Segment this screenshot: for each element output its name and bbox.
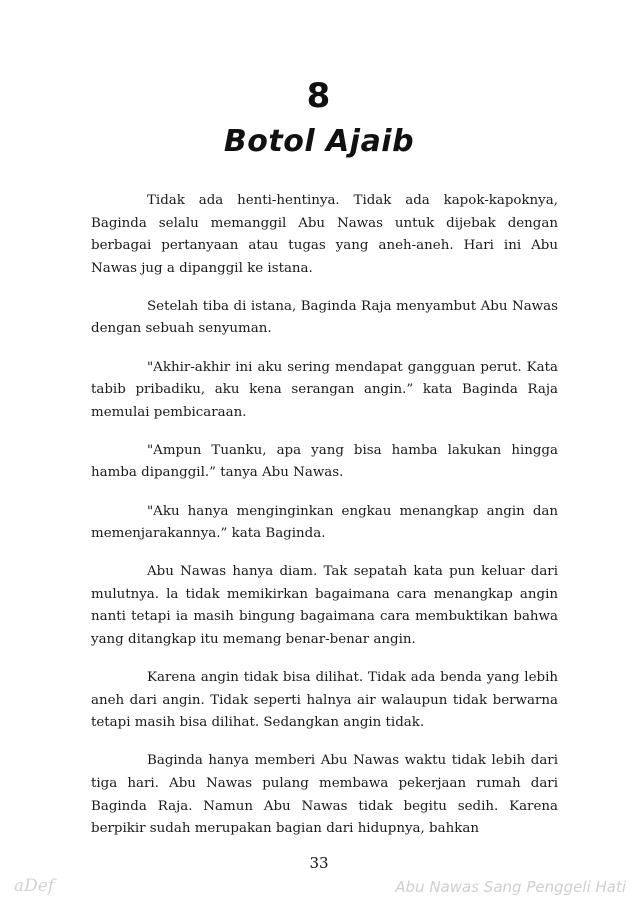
paragraph: "Akhir-akhir ini aku sering mendapat gangguan perut. Kata tabib pribadiku, aku kena serangan angin.” kata Baginda Raja memulai pembicaraan. [91, 359, 558, 420]
page-number: 33 [309, 854, 329, 872]
footer-book-title: Abu Nawas Sang Penggeli Hati [395, 878, 626, 896]
paragraph: Abu Nawas hanya diam. Tak sepatah kata pun keluar dari mulutnya. la tidak memikirkan bagaimana cara menangkap angin nanti tetapi ia masih bingung bagaimana cara membuktikan bahwa yang ditangkap itu memang benar-benar angin. [91, 564, 558, 647]
footer-left-mark: aDef [14, 876, 55, 896]
paragraph: Karena angin tidak bisa dilihat. Tidak ada benda yang lebih aneh dari angin. Tidak seperti halnya air walaupun tidak berwarna tetapi masih bisa dilihat. Sedangkan angin tidak. [91, 670, 558, 731]
body-text [91, 190, 558, 856]
paragraph: Baginda hanya memberi Abu Nawas waktu tidak lebih dari tiga hari. Abu Nawas pulang membawa pekerjaan rumah dari Baginda Raja. Namun Abu Nawas tidak begitu sedih. Karena berpikir sudah merupakan bagian dari hidupnya, bahkan [91, 753, 558, 837]
paragraph: Tidak ada henti-hentinya. Tidak ada kapok-kapoknya, Baginda selalu memanggil Abu Nawas untuk dijebak dengan berbagai pertanyaan atau tugas yang aneh-aneh. Hari ini Abu Nawas jug a dipanggil ke istana. [91, 193, 558, 276]
chapter-number: 8 [306, 76, 332, 116]
paragraph: "Aku hanya menginginkan engkau menangkap angin dan memenjarakannya.” kata Baginda. [91, 503, 558, 542]
chapter-title: Botol Ajaib [223, 124, 415, 159]
paragraph: Setelah tiba di istana, Baginda Raja menyambut Abu Nawas dengan sebuah senyuman. [91, 298, 558, 337]
paragraph: "Ampun Tuanku, apa yang bisa hamba lakukan hingga hamba dipanggil.” tanya Abu Nawas. [91, 442, 558, 481]
